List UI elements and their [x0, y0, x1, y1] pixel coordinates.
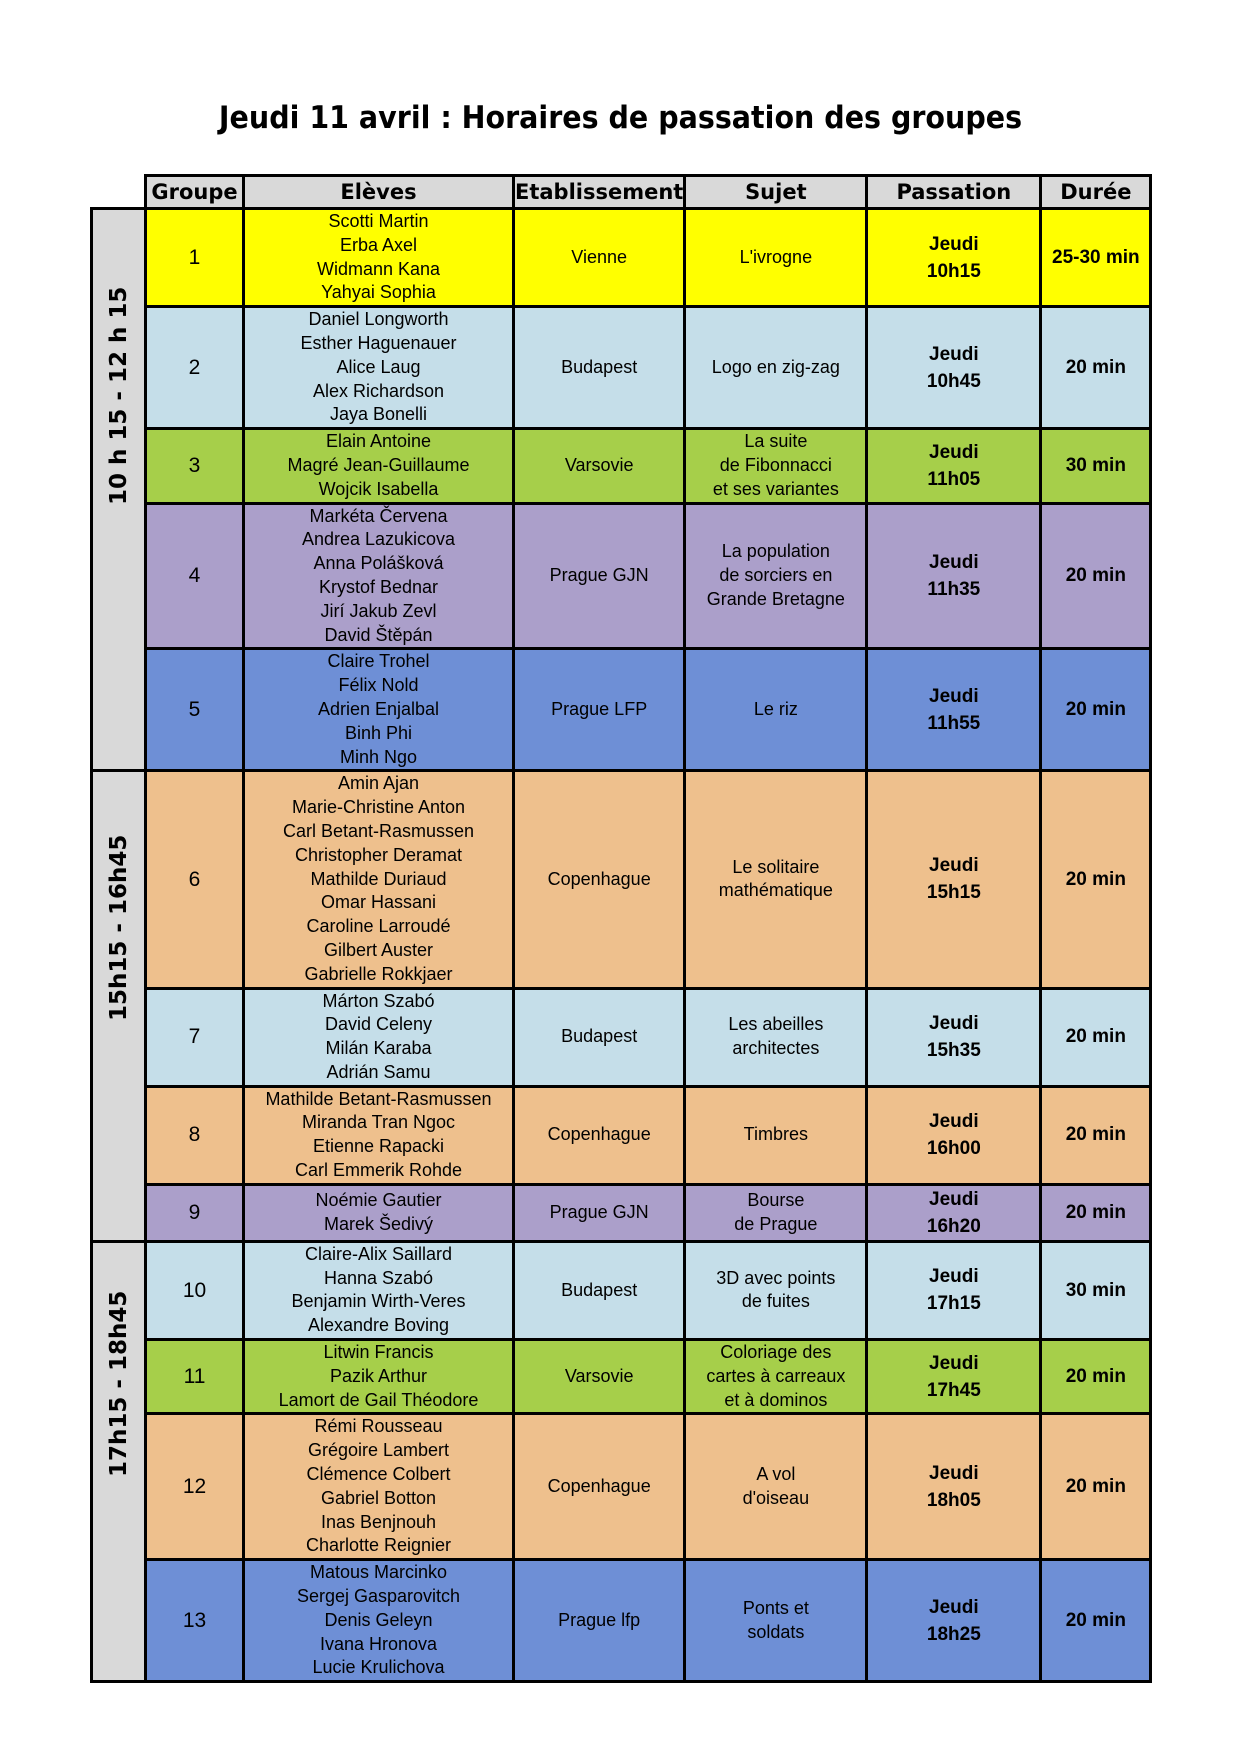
subject-line: La population	[721, 541, 830, 562]
group-row	[92, 1560, 1151, 1682]
student-name: Elain Antoine	[325, 431, 432, 452]
duration-cell: 20 min	[1041, 1340, 1151, 1414]
group-row	[92, 209, 1151, 307]
students-cell	[244, 209, 514, 307]
duration-cell: 20 min	[1041, 1560, 1151, 1682]
time-slot-label: 10 h 15 - 12 h 15	[105, 286, 132, 505]
passation-cell	[867, 503, 1041, 649]
subject-line: architectes	[732, 1038, 820, 1059]
students-cell	[244, 988, 514, 1086]
group-number: 3	[146, 429, 244, 503]
duration-cell: 20 min	[1041, 503, 1151, 649]
subject-cell	[685, 1340, 867, 1414]
passation-day: Jeudi	[929, 233, 979, 255]
time-slot-cell	[92, 1241, 146, 1681]
school-cell: Vienne	[514, 209, 685, 307]
students-cell	[244, 1560, 514, 1682]
passation-cell	[867, 1414, 1041, 1560]
passation-day: Jeudi	[929, 1188, 979, 1210]
student-name: Christopher Deramat	[294, 844, 463, 865]
passation-cell	[867, 1184, 1041, 1241]
subject-line: d'oiseau	[742, 1487, 810, 1508]
student-name: Lamort de Gail Théodore	[278, 1389, 479, 1410]
school-cell: Varsovie	[514, 429, 685, 503]
passation-time: 10h45	[926, 370, 981, 392]
group-row	[92, 1414, 1151, 1560]
subject-line: et à dominos	[724, 1389, 828, 1410]
subject-line: de Prague	[734, 1213, 818, 1234]
student-name: Lucie Krulichova	[312, 1657, 445, 1678]
header-passation: Passation	[867, 176, 1041, 209]
group-row	[92, 1340, 1151, 1414]
student-name: Miranda Tran Ngoc	[301, 1112, 456, 1133]
page-title: Jeudi 11 avril : Horaires de passation des groupes	[218, 100, 1023, 136]
subject-cell	[685, 1414, 867, 1560]
group-row	[92, 649, 1151, 771]
passation-time: 10h15	[926, 260, 981, 282]
student-name: Yahyai Sophia	[321, 282, 436, 303]
student-name: Carl Emmerik Rohde	[294, 1160, 463, 1181]
passation-time: 18h05	[926, 1489, 981, 1511]
group-number: 10	[146, 1241, 244, 1339]
subject-line: Grande Bretagne	[706, 588, 845, 609]
passation-day: Jeudi	[929, 551, 979, 573]
passation-time: 11h55	[927, 712, 981, 734]
student-name: Márton Szabó	[322, 990, 435, 1011]
group-row	[92, 1086, 1151, 1184]
passation-day: Jeudi	[929, 1013, 979, 1035]
group-number: 8	[146, 1086, 244, 1184]
student-name: Charlotte Reignier	[305, 1535, 452, 1556]
students-cell	[244, 649, 514, 771]
time-slot-cell	[92, 771, 146, 1242]
subject-line: Les abeilles	[728, 1014, 824, 1035]
subject-line: et ses variantes	[712, 478, 839, 499]
passation-day: Jeudi	[929, 1266, 979, 1288]
passation-cell	[867, 429, 1041, 503]
subject-cell	[685, 1241, 867, 1339]
subject-line: soldats	[747, 1621, 805, 1642]
group-number: 2	[146, 307, 244, 429]
student-name: Omar Hassani	[320, 892, 437, 913]
passation-time: 17h15	[926, 1293, 981, 1315]
student-name: Benjamin Wirth-Veres	[291, 1291, 466, 1312]
student-name: Wojcik Isabella	[318, 478, 439, 499]
schedule-body	[92, 209, 1151, 1682]
student-name: Marie-Christine Anton	[291, 797, 466, 818]
students-cell	[244, 503, 514, 649]
duration-cell: 20 min	[1041, 1184, 1151, 1241]
student-name: Milán Karaba	[325, 1038, 432, 1059]
student-name: Adrien Enjalbal	[317, 698, 440, 719]
student-name: Denis Geleyn	[324, 1609, 433, 1630]
subject-cell	[685, 771, 867, 988]
student-name: Markéta Červena	[309, 505, 448, 526]
student-name: Matous Marcinko	[309, 1562, 448, 1583]
header-eleves: Elèves	[244, 176, 514, 209]
subject-line: de Fibonnacci	[719, 454, 832, 475]
student-name: Binh Phi	[344, 722, 413, 743]
duration-cell: 20 min	[1041, 771, 1151, 988]
student-name: Félix Nold	[338, 675, 419, 696]
passation-day: Jeudi	[929, 685, 979, 707]
student-name: Gabrielle Rokkjaer	[304, 963, 453, 984]
passation-cell	[867, 1241, 1041, 1339]
subject-line: Ponts et	[742, 1597, 809, 1618]
passation-cell	[867, 771, 1041, 988]
student-name: Alex Richardson	[312, 380, 445, 401]
student-name: Litwin Francis	[323, 1342, 434, 1363]
passation-time: 18h25	[926, 1623, 981, 1645]
student-name: Noémie Gautier	[315, 1190, 442, 1211]
passation-cell	[867, 209, 1041, 307]
subject-line: Bourse	[747, 1190, 805, 1211]
student-name: Amin Ajan	[337, 773, 420, 794]
school-cell: Varsovie	[514, 1340, 685, 1414]
header-sujet: Sujet	[685, 176, 867, 209]
subject-cell	[685, 429, 867, 503]
subject-line: Le solitaire	[732, 856, 820, 877]
subject-line: Le riz	[753, 698, 798, 719]
passation-cell	[867, 1340, 1041, 1414]
group-number: 7	[146, 988, 244, 1086]
subject-line: 3D avec points	[716, 1267, 836, 1288]
passation-day: Jeudi	[929, 1596, 979, 1618]
group-row	[92, 771, 1151, 988]
subject-line: Coloriage des	[720, 1342, 832, 1363]
student-name: Gabriel Botton	[320, 1487, 437, 1508]
passation-time: 17h45	[926, 1379, 981, 1401]
student-name: Grégoire Lambert	[307, 1440, 450, 1461]
school-cell: Budapest	[514, 307, 685, 429]
subject-cell	[685, 649, 867, 771]
student-name: Minh Ngo	[339, 746, 418, 767]
subject-line: La suite	[744, 431, 808, 452]
subject-line: mathématique	[718, 880, 833, 901]
student-name: Erba Axel	[339, 234, 418, 255]
group-number: 9	[146, 1184, 244, 1241]
passation-time: 11h05	[927, 468, 981, 490]
group-number: 13	[146, 1560, 244, 1682]
student-name: Sergej Gasparovitch	[296, 1586, 461, 1607]
students-cell	[244, 429, 514, 503]
student-name: Daniel Longworth	[308, 309, 449, 330]
subject-line: Timbres	[743, 1124, 809, 1145]
passation-day: Jeudi	[929, 1111, 979, 1133]
students-cell	[244, 1086, 514, 1184]
time-slot-label: 15h15 - 16h45	[105, 834, 132, 1022]
passation-cell	[867, 1086, 1041, 1184]
group-number: 4	[146, 503, 244, 649]
duration-cell: 20 min	[1041, 1086, 1151, 1184]
student-name: Scotti Martin	[328, 211, 429, 231]
school-cell: Copenhague	[514, 1086, 685, 1184]
duration-cell: 20 min	[1041, 307, 1151, 429]
passation-day: Jeudi	[929, 1462, 979, 1484]
student-name: Mathilde Duriaud	[310, 868, 447, 889]
passation-time: 11h35	[927, 578, 981, 600]
students-cell	[244, 1241, 514, 1339]
student-name: Mathilde Betant-Rasmussen	[265, 1088, 492, 1109]
student-name: Alice Laug	[336, 356, 421, 377]
subject-line: de fuites	[741, 1291, 810, 1312]
group-row	[92, 307, 1151, 429]
passation-cell	[867, 649, 1041, 771]
student-name: Magré Jean-Guillaume	[287, 454, 470, 475]
student-name: Inas Benjnouh	[320, 1511, 437, 1532]
subject-cell	[685, 1184, 867, 1241]
student-name: Widmann Kana	[316, 258, 441, 279]
students-cell	[244, 1414, 514, 1560]
header-etablissement: Etablissement	[514, 176, 685, 209]
duration-cell: 25-30 min	[1041, 209, 1151, 307]
subject-cell	[685, 503, 867, 649]
passation-time: 16h00	[926, 1138, 981, 1160]
school-cell: Prague lfp	[514, 1560, 685, 1682]
student-name: Adrián Samu	[326, 1061, 431, 1082]
school-cell: Prague GJN	[514, 503, 685, 649]
school-cell: Copenhague	[514, 771, 685, 988]
subject-line: Logo en zig-zag	[711, 356, 840, 377]
student-name: Ivana Hronova	[319, 1633, 438, 1654]
passation-day: Jeudi	[929, 1352, 979, 1374]
passation-cell	[867, 307, 1041, 429]
subject-cell	[685, 1086, 867, 1184]
group-number: 6	[146, 771, 244, 988]
student-name: Jirí Jakub Zevl	[320, 600, 437, 621]
passation-time: 15h15	[926, 882, 981, 904]
group-row	[92, 503, 1151, 649]
group-number: 12	[146, 1414, 244, 1560]
group-row	[92, 429, 1151, 503]
students-cell	[244, 771, 514, 988]
student-name: Claire-Alix Saillard	[304, 1243, 453, 1264]
subject-cell	[685, 1560, 867, 1682]
duration-cell: 20 min	[1041, 1414, 1151, 1560]
subject-line: cartes à carreaux	[706, 1365, 846, 1386]
student-name: Gilbert Auster	[323, 939, 434, 960]
passation-day: Jeudi	[929, 855, 979, 877]
header-row	[92, 176, 1151, 209]
students-cell	[244, 1184, 514, 1241]
passation-time: 15h35	[926, 1040, 981, 1062]
student-name: Clémence Colbert	[306, 1464, 451, 1485]
student-name: Andrea Lazukicova	[301, 529, 456, 550]
student-name: Caroline Larroudé	[306, 916, 451, 937]
school-cell: Budapest	[514, 988, 685, 1086]
time-slot-cell	[92, 209, 146, 771]
subject-line: de sorciers en	[719, 565, 833, 586]
student-name: Pazik Arthur	[329, 1365, 428, 1386]
student-name: Alexandre Boving	[307, 1315, 450, 1336]
duration-cell: 30 min	[1041, 1241, 1151, 1339]
subject-line: A vol	[756, 1464, 796, 1485]
schedule-table	[90, 174, 1152, 1683]
subject-cell	[685, 988, 867, 1086]
header-duree: Durée	[1041, 176, 1151, 209]
duration-cell: 20 min	[1041, 649, 1151, 771]
student-name: Carl Betant-Rasmussen	[282, 820, 475, 841]
student-name: Hanna Szabó	[323, 1267, 434, 1288]
student-name: Etienne Rapacki	[312, 1136, 445, 1157]
school-cell: Prague LFP	[514, 649, 685, 771]
students-cell	[244, 307, 514, 429]
passation-day: Jeudi	[929, 343, 979, 365]
passation-cell	[867, 1560, 1041, 1682]
group-number: 11	[146, 1340, 244, 1414]
student-name: Marek Šedivý	[323, 1213, 434, 1234]
school-cell: Prague GJN	[514, 1184, 685, 1241]
duration-cell: 30 min	[1041, 429, 1151, 503]
subject-cell	[685, 209, 867, 307]
school-cell: Budapest	[514, 1241, 685, 1339]
school-cell: Copenhague	[514, 1414, 685, 1560]
group-number: 1	[146, 209, 244, 307]
passation-day: Jeudi	[929, 441, 979, 463]
group-row	[92, 1184, 1151, 1241]
duration-cell: 20 min	[1041, 988, 1151, 1086]
header-corner	[92, 176, 146, 209]
student-name: Krystof Bednar	[318, 576, 439, 597]
student-name: Esther Haguenauer	[300, 332, 457, 353]
student-name: David Štěpán	[324, 624, 433, 645]
group-row	[92, 1241, 1151, 1339]
group-row	[92, 988, 1151, 1086]
passation-time: 16h20	[926, 1215, 981, 1237]
student-name: Claire Trohel	[327, 651, 430, 672]
students-cell	[244, 1340, 514, 1414]
header-groupe: Groupe	[146, 176, 244, 209]
time-slot-label: 17h15 - 18h45	[105, 1290, 132, 1477]
group-number: 5	[146, 649, 244, 771]
passation-cell	[867, 988, 1041, 1086]
student-name: Rémi Rousseau	[314, 1416, 443, 1437]
student-name: Anna Polášková	[313, 553, 444, 574]
student-name: Jaya Bonelli	[329, 404, 428, 425]
subject-cell	[685, 307, 867, 429]
student-name: David Celeny	[324, 1014, 433, 1035]
subject-line: L'ivrogne	[739, 246, 813, 267]
